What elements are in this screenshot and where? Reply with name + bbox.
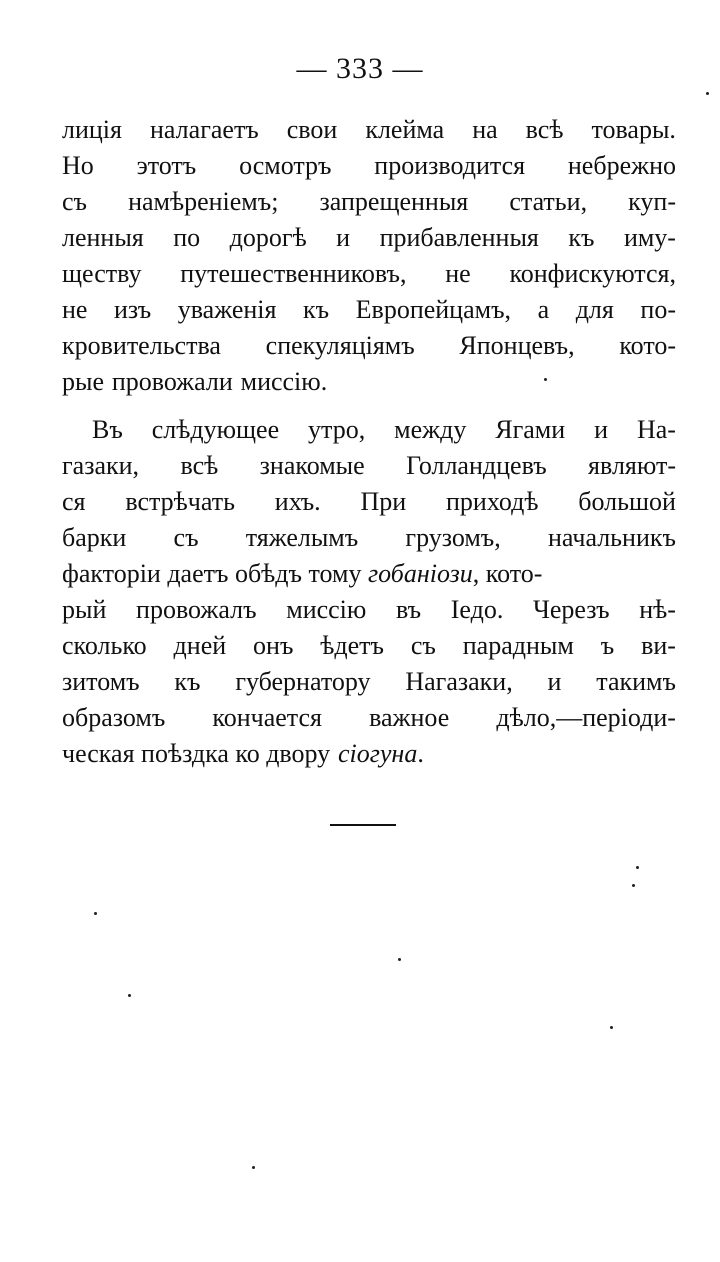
text-line	[62, 184, 676, 220]
word: небрежно	[567, 151, 676, 180]
word: статьи,	[509, 187, 588, 216]
word: большой	[578, 487, 676, 516]
text-line	[62, 484, 676, 520]
print-speck	[636, 866, 639, 869]
word: на	[472, 115, 498, 144]
word: налагаетъ	[150, 115, 259, 144]
text-run	[338, 736, 424, 772]
word: ществу	[62, 259, 142, 288]
text-run	[62, 556, 542, 592]
word: важное	[369, 703, 450, 732]
text-line	[62, 412, 676, 448]
word: а	[537, 295, 550, 324]
word: Но	[62, 151, 94, 180]
word: лиція	[62, 115, 122, 144]
word: тяжелымъ	[245, 523, 359, 552]
word: барки	[62, 523, 127, 552]
word: Европейцамъ,	[355, 295, 512, 324]
word: знакомые	[259, 451, 365, 480]
text-line	[62, 148, 676, 184]
word: При	[360, 487, 407, 516]
word: съ	[62, 187, 87, 216]
text-line	[62, 292, 676, 328]
print-speck	[632, 884, 635, 887]
word: Іедо.	[450, 595, 504, 624]
word: провожалъ	[136, 595, 257, 624]
word: не	[445, 259, 471, 288]
word: провожали	[111, 367, 233, 396]
word: свои	[286, 115, 338, 144]
word: ихъ.	[274, 487, 321, 516]
word: ся	[62, 487, 86, 516]
word: газаки,	[62, 451, 140, 480]
word: дѣло,—періоди-	[496, 703, 676, 732]
word: рые	[62, 367, 105, 396]
body-text	[62, 112, 676, 772]
word: съ	[173, 523, 199, 552]
word: съ	[410, 631, 436, 660]
print-speck	[94, 912, 97, 915]
word: зитомъ	[62, 667, 140, 696]
word: миссію	[286, 595, 367, 624]
word: встрѣчать	[125, 487, 235, 516]
word: ви-	[641, 631, 676, 660]
italic-term: сіогуна	[337, 739, 418, 768]
text-line	[62, 520, 676, 556]
word: рый	[62, 595, 107, 624]
word: слѣдующее	[151, 415, 280, 444]
text-segment: факторіи даетъ обѣдъ тому	[62, 559, 362, 588]
word: къ	[174, 667, 201, 696]
word: всѣ	[525, 115, 564, 144]
word: губернатору	[235, 667, 371, 696]
word: къ	[303, 295, 330, 324]
word: изъ	[114, 295, 152, 324]
print-speck	[610, 1026, 613, 1029]
word: кото-	[619, 331, 676, 360]
text-line	[62, 664, 676, 700]
italic-term: гобаніози	[367, 559, 473, 588]
word: кровительства	[62, 331, 221, 360]
word: этотъ	[136, 151, 197, 180]
word: ленныя	[62, 223, 144, 252]
word: начальникъ	[547, 523, 676, 552]
print-speck	[128, 994, 131, 997]
text-line	[62, 220, 676, 256]
word: между	[394, 415, 467, 444]
word: такимъ	[596, 667, 676, 696]
word: парадным	[462, 631, 574, 660]
word: осмотръ	[239, 151, 332, 180]
word: запрещенныя	[319, 187, 469, 216]
text-line	[62, 556, 676, 592]
word: товары.	[591, 115, 676, 144]
word: миссію.	[240, 367, 328, 396]
word: въ	[396, 595, 422, 624]
word: производится	[374, 151, 526, 180]
text-segment: ческая поѣздка ко двору	[62, 739, 331, 768]
text-line	[62, 364, 676, 400]
text-line	[62, 448, 676, 484]
text-line	[62, 112, 676, 148]
word: къ	[568, 223, 595, 252]
word: ъ	[600, 631, 615, 660]
word: конфискуются,	[509, 259, 676, 288]
word: не	[62, 295, 88, 324]
word: Японцевъ,	[459, 331, 575, 360]
text-segment: .	[417, 739, 424, 768]
word: для	[575, 295, 614, 324]
paragraph	[62, 112, 676, 400]
print-speck	[706, 92, 709, 95]
word: грузомъ,	[405, 523, 501, 552]
word: по	[173, 223, 201, 252]
paragraph-gap	[62, 400, 676, 412]
text-line	[62, 736, 676, 772]
word: Черезъ	[532, 595, 610, 624]
word: утро,	[308, 415, 366, 444]
word: Ягами	[495, 415, 566, 444]
word: прибавленныя	[379, 223, 539, 252]
word: и	[336, 223, 351, 252]
word: приходѣ	[446, 487, 539, 516]
paragraph	[62, 412, 676, 772]
print-speck	[544, 378, 547, 381]
word: Нагазаки,	[405, 667, 513, 696]
word: являют-	[588, 451, 676, 480]
word: всѣ	[180, 451, 219, 480]
word: Въ	[92, 415, 123, 444]
end-rule	[330, 824, 396, 826]
word: путешественниковъ,	[180, 259, 407, 288]
text-segment: , кото-	[472, 559, 543, 588]
print-speck	[398, 958, 401, 961]
page-number: — 333 —	[296, 52, 424, 85]
text-line	[62, 592, 676, 628]
word: Голландцевъ	[406, 451, 547, 480]
word: онъ	[253, 631, 294, 660]
text-line	[62, 628, 676, 664]
text-line	[62, 700, 676, 736]
word: образомъ	[62, 703, 166, 732]
word: На-	[636, 415, 676, 444]
word: и	[594, 415, 609, 444]
word: по-	[640, 295, 676, 324]
word: дней	[173, 631, 227, 660]
word: сколько	[62, 631, 147, 660]
print-speck	[252, 1166, 255, 1169]
word: нѣ-	[639, 595, 676, 624]
text-line	[62, 256, 676, 292]
word: дорогѣ	[229, 223, 307, 252]
text-line	[62, 328, 676, 364]
word: уваженія	[177, 295, 277, 324]
word: иму-	[623, 223, 676, 252]
word: куп-	[628, 187, 676, 216]
word: клейма	[365, 115, 445, 144]
word: кончается	[212, 703, 322, 732]
word: намѣреніемъ;	[128, 187, 279, 216]
word: ѣдетъ	[320, 631, 384, 660]
word: спекуляціямъ	[265, 331, 415, 360]
word: и	[547, 667, 562, 696]
